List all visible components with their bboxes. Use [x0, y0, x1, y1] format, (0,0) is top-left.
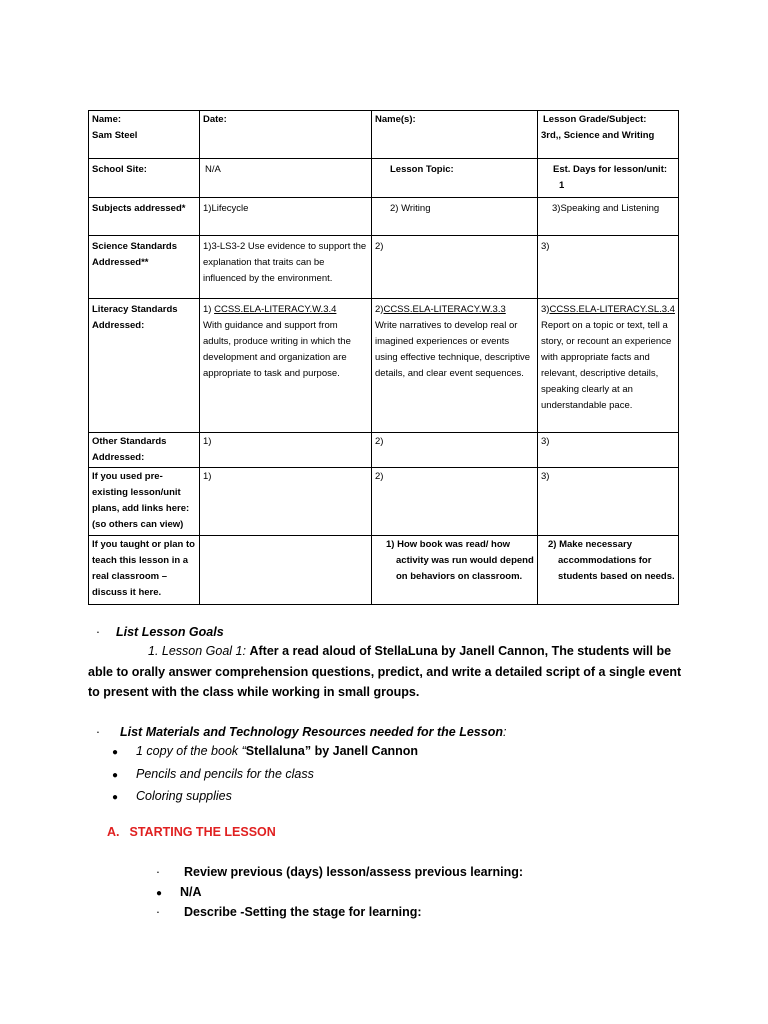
- name-label: Name:: [92, 114, 122, 125]
- name-cell: [89, 111, 200, 159]
- literacy-standard-1-link[interactable]: CCSS.ELA-LITERACY.W.3.4: [214, 304, 337, 315]
- table-row: [89, 236, 679, 299]
- classroom-discussion-label: If you taught or plan to teach this lesson in a real classroom – discuss it here.: [89, 536, 200, 605]
- section-letter: A.: [107, 825, 120, 839]
- materials-heading-row: [90, 722, 506, 742]
- literacy-standard-1-text: With guidance and support from adults, produce writing in which the development and organization are appropriate to task and purpose.: [203, 320, 351, 379]
- other-standards-label: Other Standards Addressed:: [89, 433, 200, 468]
- materials-heading-colon: :: [502, 725, 507, 739]
- other-standard-1: 1): [200, 433, 372, 468]
- material-2-text: Pencils and pencils for the class: [136, 766, 314, 781]
- literacy-standards-label: Literacy Standards Addressed:: [89, 299, 200, 433]
- science-standard-1-text: 3-LS3-2 Use evidence to support the explanation that traits can be influenced by the environment.: [203, 241, 367, 284]
- grade-subject-value: 3rd,, Science and Writing: [541, 130, 655, 141]
- classroom-discussion-1: [200, 536, 372, 605]
- name-value: Sam Steel: [92, 130, 138, 141]
- classroom-discussion-2-text: 1) How book was read/ how activity was run would depend on behaviors on classroom.: [386, 539, 534, 582]
- classroom-discussion-2: [372, 536, 538, 605]
- science-standard-1-number: 1): [203, 241, 212, 252]
- list-item: [112, 764, 418, 787]
- table-row: [89, 159, 679, 198]
- lesson-goals-heading-row: [90, 622, 224, 642]
- lesson-goal-1-text: After a read aloud of StellaLuna by Janell Cannon, The students will be able to orally answer comprehension questions, predict, and write a detailed script of a single event to present with the class while working in small groups.: [88, 644, 682, 699]
- literacy-standard-1: [200, 299, 372, 433]
- names-cell: [372, 111, 538, 159]
- material-3-text: Coloring supplies: [136, 789, 232, 803]
- material-1-title: Stellaluna” by Janell Cannon: [245, 744, 419, 758]
- bullet-icon: ·: [95, 625, 101, 639]
- est-days-value: 1: [559, 180, 565, 191]
- lesson-topic-label: Lesson Topic:: [372, 159, 538, 198]
- grade-subject-cell: [538, 111, 679, 159]
- other-standard-3: 3): [538, 433, 679, 468]
- subject-2: 2) Writing: [372, 198, 538, 236]
- existing-plan-link-2: 2): [372, 468, 538, 536]
- literacy-standard-3-link[interactable]: CCSS.ELA-LITERACY.SL.3.4: [549, 304, 675, 315]
- classroom-discussion-3-text: 2) Make necessary accommodations for students based on needs.: [548, 539, 675, 582]
- table-row: [89, 468, 679, 536]
- review-row: [150, 862, 523, 882]
- literacy-standard-2-link[interactable]: CCSS.ELA-LITERACY.W.3.3: [383, 304, 506, 315]
- na-row: [156, 882, 202, 904]
- table-row: [89, 299, 679, 433]
- literacy-standard-2-text: Write narratives to develop real or imagined experiences or events using effective technique, descriptive details, and clear event sequences.: [375, 320, 531, 379]
- bullet-icon: ●: [156, 888, 163, 899]
- starting-lesson-heading: [107, 822, 276, 842]
- school-site-value: N/A: [200, 159, 372, 198]
- grade-subject-label: Lesson Grade/Subject:: [543, 114, 647, 125]
- literacy-standard-2: [372, 299, 538, 433]
- lesson-goal-1-label: 1. Lesson Goal 1:: [148, 644, 246, 658]
- literacy-standard-3-text: Report on a topic or text, tell a story, or recount an experience with appropriate facts and relevant, descriptive details, speaking clearly at an understandable pace.: [541, 320, 672, 411]
- review-text: Review previous (days) lesson/assess previous learning:: [184, 865, 524, 879]
- bullet-icon: ·: [155, 865, 161, 879]
- science-standards-label: Science Standards Addressed**: [89, 236, 200, 299]
- date-cell: [200, 111, 372, 159]
- bullet-icon: ·: [155, 905, 161, 919]
- table-row: [89, 198, 679, 236]
- classroom-discussion-3: [538, 536, 679, 605]
- describe-text: Describe -Setting the stage for learning:: [184, 905, 422, 919]
- subjects-label: Subjects addressed*: [89, 198, 200, 236]
- subject-3: 3)Speaking and Listening: [538, 198, 679, 236]
- existing-plans-label: If you used pre-existing lesson/unit plans, add links here: (so others can view): [89, 468, 200, 536]
- literacy-standard-3: [538, 299, 679, 433]
- table-row: [89, 536, 679, 605]
- lesson-goals-heading: List Lesson Goals: [116, 625, 224, 639]
- other-standard-2: 2): [372, 433, 538, 468]
- date-label: Date:: [203, 114, 227, 125]
- science-standard-3: 3): [538, 236, 679, 299]
- names-label: Name(s):: [375, 114, 416, 125]
- literacy-standard-2-number: 2): [375, 304, 384, 315]
- existing-plan-link-3: 3): [538, 468, 679, 536]
- table-row: [89, 111, 679, 159]
- literacy-standard-1-number: 1): [203, 304, 215, 315]
- describe-row: [150, 902, 422, 922]
- lesson-goal-1: [88, 641, 688, 703]
- materials-list: [112, 741, 418, 809]
- bullet-icon: ·: [95, 725, 101, 739]
- science-standard-1: [200, 236, 372, 299]
- list-item: [112, 786, 418, 809]
- subject-1: 1)Lifecycle: [200, 198, 372, 236]
- na-text: N/A: [180, 885, 202, 899]
- literacy-standard-3-number: 3): [541, 304, 550, 315]
- est-days-label: Est. Days for lesson/unit:: [553, 164, 668, 175]
- materials-heading: List Materials and Technology Resources needed for the Lesson: [120, 725, 503, 739]
- existing-plan-link-1: 1): [200, 468, 372, 536]
- list-item: [112, 741, 418, 764]
- starting-lesson-title: STARTING THE LESSON: [129, 825, 276, 839]
- lesson-plan-table: [88, 110, 679, 605]
- school-site-label: School Site:: [89, 159, 200, 198]
- science-standard-2: 2): [372, 236, 538, 299]
- est-days-cell: [538, 159, 679, 198]
- material-1-text: 1 copy of the book “: [136, 744, 246, 758]
- table-row: [89, 433, 679, 468]
